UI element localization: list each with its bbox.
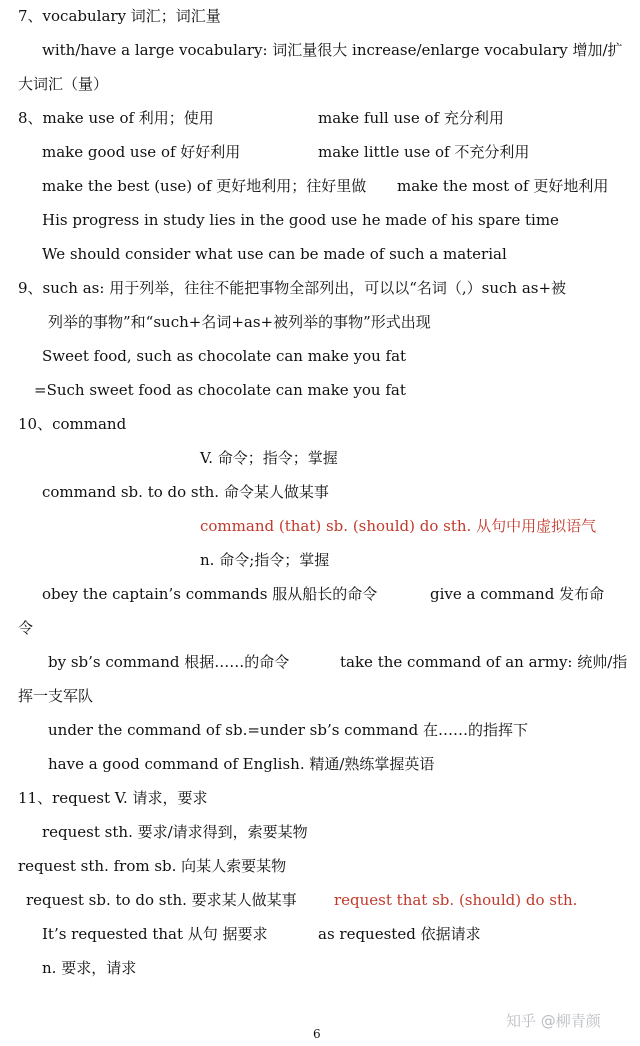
text-line: V. 命令；指令；掌握 <box>200 449 338 467</box>
text-line: take the command of an army: 统帅/指 <box>340 653 628 671</box>
text-line: 大词汇（量） <box>18 75 109 93</box>
page-number: 6 <box>313 1027 321 1041</box>
text-line: make good use of 好好利用 <box>42 143 241 161</box>
text-line: make the best (use) of 更好地利用；往好里做 <box>42 177 367 195</box>
text-line: 11、request V. 请求，要求 <box>18 789 208 807</box>
text-line: under the command of sb.=under sb’s command 在……的指挥下 <box>48 721 529 739</box>
text-line: give a command 发布命 <box>430 585 605 603</box>
highlighted-text-line: request that sb. (should) do sth. <box>334 891 578 909</box>
text-line: make full use of 充分利用 <box>318 109 504 127</box>
text-line: have a good command of English. 精通/熟练掌握英语 <box>48 755 435 773</box>
text-line: request sth. 要求/请求得到，索要某物 <box>42 823 308 841</box>
text-line: as requested 依据请求 <box>318 925 481 943</box>
highlighted-text-line: command (that) sb. (should) do sth. 从句中用虚拟语气 <box>200 517 597 535</box>
text-line: 7、vocabulary 词汇；词汇量 <box>18 7 221 25</box>
text-line: 令 <box>18 619 34 637</box>
text-line: 8、make use of 利用；使用 <box>18 109 214 127</box>
text-line: with/have a large vocabulary: 词汇量很大 increase/enlarge vocabulary 增加/扩 <box>42 41 623 59</box>
text-line: n. 命令;指令；掌握 <box>200 551 330 569</box>
text-line: make the most of 更好地利用 <box>397 177 609 195</box>
text-line: It’s requested that 从句 据要求 <box>42 925 268 943</box>
text-line: His progress in study lies in the good use he made of his spare time <box>42 211 559 229</box>
text-line: n. 要求，请求 <box>42 959 137 977</box>
text-line: request sth. from sb. 向某人索要某物 <box>18 857 287 875</box>
text-line: We should consider what use can be made of such a material <box>42 245 507 263</box>
text-line: 10、command <box>18 415 127 433</box>
text-line: request sb. to do sth. 要求某人做某事 <box>26 891 297 909</box>
text-line: =Such sweet food as chocolate can make you fat <box>34 381 406 399</box>
text-line: make little use of 不充分利用 <box>318 143 530 161</box>
text-line: obey the captain’s commands 服从船长的命令 <box>42 585 378 603</box>
text-line: 9、such as: 用于列举，往往不能把事物全部列出，可以以“名词（,）such as+被 <box>18 279 567 297</box>
text-line: by sb’s command 根据……的命令 <box>48 653 290 671</box>
text-line: 挥一支军队 <box>18 687 94 705</box>
watermark: 知乎 @柳青颜 <box>506 1012 601 1030</box>
text-line: 列举的事物”和“such+名词+as+被列举的事物”形式出现 <box>48 313 431 331</box>
text-line: Sweet food, such as chocolate can make you fat <box>42 347 407 365</box>
text-line: command sb. to do sth. 命令某人做某事 <box>42 483 329 501</box>
